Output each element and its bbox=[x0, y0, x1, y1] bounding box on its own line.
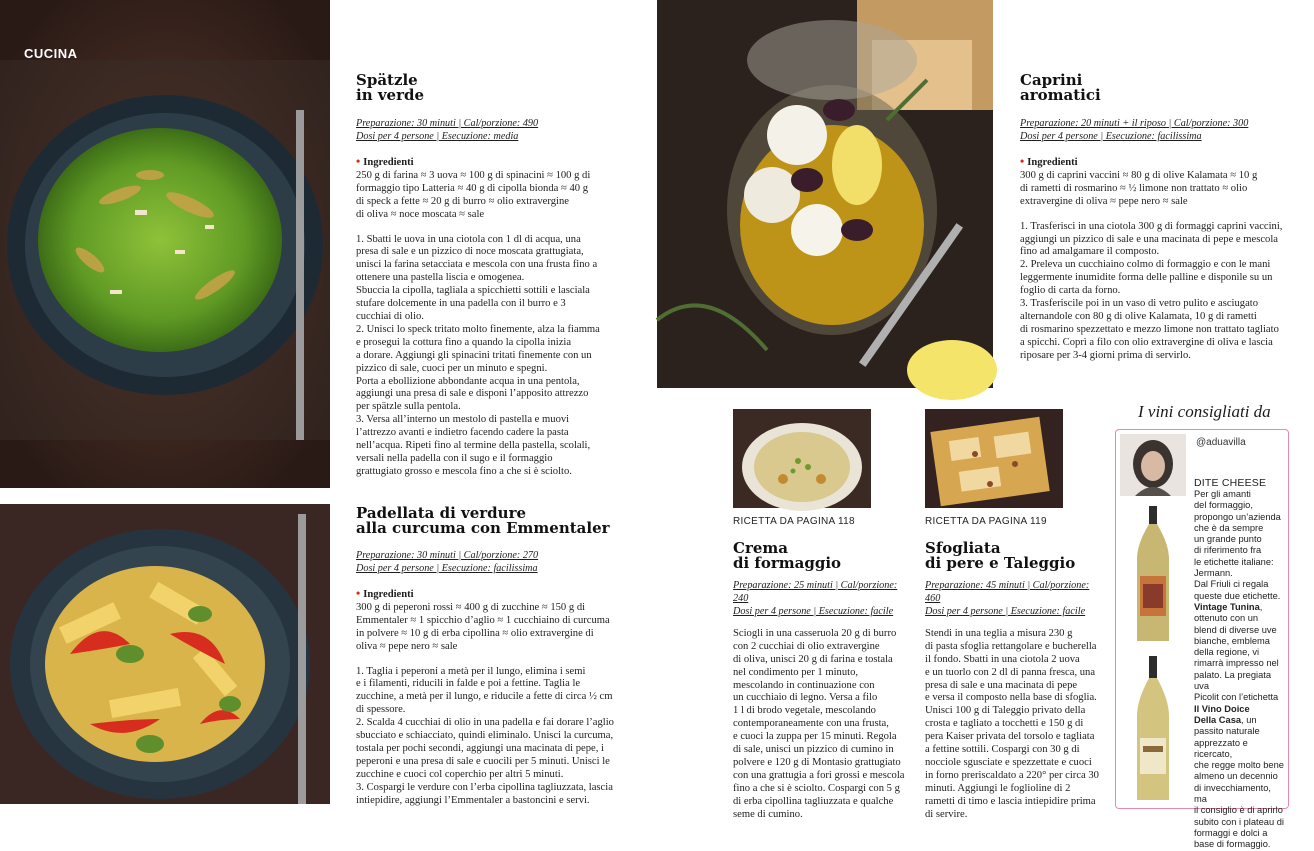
recipe-meta: Preparazione: 25 minuti | Cal/porzione: 240 bbox=[733, 579, 898, 604]
recipe-sfogliata bbox=[925, 516, 1105, 822]
recipe-steps: 1. Taglia i peperoni a metà per il lungo, elimina i semi e i filamenti, riducili in falde e poi a fettine. Taglia le zucchine, a metà per il lungo, e riducile a fette di circa ½ cm di spessore. 2. Scalda 4 cucchiai di olio in una padella e fai dorare l’aglio sbucciato e schiacciato, quindi eliminalo. Unisci la curcuma, tostala per pochi secondi, aggiungi una macinata di pepe, i peperoni e una presa di sale e cuocili per 5 minuti. Unisci le zucchine e cuoci col coperchio per altri 5 minuti. 3. Cospargi le verdure con l’erba cipollina tagliuzzata, lascia intiepidire, aggiungi l’Emmentaler a bastoncini e servi. bbox=[356, 665, 614, 806]
recipe-meta: Preparazione: 30 minuti | Cal/porzione: 270 bbox=[356, 550, 539, 561]
crema-photo bbox=[733, 409, 871, 508]
avatar bbox=[1120, 434, 1186, 496]
instagram-handle: @aduavilla bbox=[1196, 437, 1246, 448]
recipe-body: Stendi in una teglia a misura 230 g di pasta sfoglia rettangolare e bucherella il fondo. Sbatti in una ciotola 2 uova e un tuorlo con 2 dl di panna fresca, una presa di sale e una macinata di pepe e versa il composto nella base di sfoglia. Unisci 100 g di Taleggio privato della crosta e tagliato a tocchetti e 150 g di pera Kaiser privata del torsolo e tagliata a fettine sottili. Cospargi con 30 g di nocciole sgusciate e spezzettate e cuoci in forno preriscaldato a 220° per circa 30 minuti. Aggiungi le foglioline di 2 rametti di timo e lascia intiepidire prima di servire. bbox=[925, 627, 1099, 820]
ingredients-list: 250 g di farina ≈ 3 uova ≈ 100 g di spinacini ≈ 100 g di formaggio tipo Latteria ≈ 40 g di cipolla bionda ≈ 40 g di speck a fette ≈ 20 g di burro ≈ olio extravergine di oliva ≈ noce moscata ≈ sale bbox=[356, 169, 591, 220]
recipe-crema bbox=[733, 516, 913, 822]
wine-bottle-tunina bbox=[1128, 506, 1178, 644]
recipe-padellata bbox=[356, 506, 636, 808]
wine-name-dolce: Il Vino Doice bbox=[1194, 703, 1250, 714]
recipe-title: Caprini aromatici bbox=[1020, 71, 1101, 104]
ingredients-list: 300 g di peperoni rossi ≈ 400 g di zucchine ≈ 150 g di Emmentaler ≈ 1 spicchio d’aglio ≈ 1 cucchiaino di curcuma in polvere ≈ 10 g di erba cipollina ≈ olio extravergine di oliva ≈ pepe nero ≈ sale bbox=[356, 601, 610, 652]
recipe-title: Sfogliata di pere e Taleggio bbox=[925, 538, 1076, 572]
ingredients-heading: • Ingredienti bbox=[1020, 154, 1078, 168]
recipe-title: Crema di formaggio bbox=[733, 538, 842, 572]
recipe-page-ref: RICETTA DA PAGINA 118 bbox=[733, 516, 855, 527]
recipe-spatzle bbox=[356, 73, 628, 479]
recipe-title: Padellata di verdure alla curcuma con Emmentaler bbox=[356, 504, 610, 537]
recipe-meta: Preparazione: 45 minuti | Cal/porzione: 460 bbox=[925, 579, 1090, 604]
wine-description: Per gli amanti del formaggio, propongo un’azienda che è da sempre un grande punto di riferimento fra le etichette italiane: Jermann. Dal Friuli ci regala queste due etichette. Vintage Tunina, ottenuto con un blend di diverse uve bianche, emblema della regione, vi rimarrà impresso nel palato. La pregiata uva Picolit con l’etichetta Il Vino Doice Della Casa, un passito naturale apprezzato e ricercato, che regge molto bene almeno un decennio di invecchiamento, ma il consiglio è di aprirlo subito con i plateau di formaggi e dolci a base di formaggio. bbox=[1194, 489, 1284, 850]
recipe-meta: Preparazione: 30 minuti | Cal/porzione: 490 bbox=[356, 118, 539, 129]
recipe-steps: 1. Trasferisci in una ciotola 300 g di formaggi caprini vaccini, aggiungi un pizzico di sale e una macinata di pepe e mescola fino ad amalgamare il composto. 2. Preleva un cucchiaino colmo di formaggio e con le mani leggermente inumidite forma delle palline e disponile su un foglio di carta da forno. 3. Trasferiscile poi in un vaso di vetro pulito e asciugato alternandole con 80 g di olive Kalamata, 10 g di rametti di rosmarino spezzettato e mezzo limone non trattato tagliato a spicchi. Coprì a filo con olio extravergine di oliva e lascia riposare per 3-4 giorni prima di servirlo. bbox=[1020, 220, 1283, 361]
ingredients-heading: • Ingredienti bbox=[356, 154, 414, 168]
recipe-steps: 1. Sbatti le uova in una ciotola con 1 dl di acqua, una presa di sale e un pizzico di noce moscata grattugiata, unisci la farina setacciata e mescola con una frusta fino a ottenere una pastella liscia e omogenea. Sbuccia la cipolla, tagliala a spicchietti sottili e lasciala stufare dolcemente in una padella con il burro e 3 cucchiai di olio. 2. Unisci lo speck tritato molto finemente, alza la fiamma e prosegui la cottura fino a quando la cipolla inizia a dorare. Aggiungi gli spinacini tritati finemente con un pizzico di sale, cuoci per un minuto e spegni. Porta a ebollizione abbondante acqua in una pentola, aggiungi una presa di sale e disponi l’apposito attrezzo per spätzle sulla pentola. 3. Versa all’interno un mestolo di pastella e muovi l’attrezzo avanti e indietro facendo cadere la pasta nell’acqua. Ripeti fino al termine della pastella, scolali, versali nella padella con il sugo e il formaggio grattugiato grosso e mescola fino a che si è sciolto. bbox=[356, 233, 600, 477]
recipe-body: Sciogli in una casseruola 20 g di burro con 2 cucchiai di olio extravergine di oliva, unisci 20 g di farina e tostala nel condimento per 1 minuto, mescolando in continuazione con un cucchiaio di legno. Versa a filo 1 l di brodo vegetale, mescolando contemporaneamente con una frusta, e cuoci la zuppa per 15 minuti. Regola di sale, unisci un pizzico di cumino in polvere e 120 g di Montasio grattugiato con una grattugia a fori grossi e mescola fino a che si è sciolto. Cospargi con 5 g di erba cipollina tagliuzzata e qualche seme di cumino. bbox=[733, 627, 905, 820]
recipe-meta: Preparazione: 20 minuti + il riposo | Cal/porzione: 300 bbox=[1020, 118, 1249, 129]
recipe-meta: Dosi per 4 persone | Esecuzione: facilissima bbox=[1020, 131, 1202, 142]
spatzle-photo bbox=[0, 0, 330, 488]
recipe-meta: Dosi per 4 persone | Esecuzione: media bbox=[356, 131, 519, 142]
recipe-title: Spätzle in verde bbox=[356, 71, 425, 104]
recipe-meta: Dosi per 4 persone | Esecuzione: facilissima bbox=[356, 563, 538, 574]
ingredients-heading: • Ingredienti bbox=[356, 586, 414, 600]
recipe-meta: Dosi per 4 persone | Esecuzione: facile bbox=[925, 605, 1086, 617]
wine-bottle-dolce bbox=[1128, 656, 1178, 802]
wine-box-title: DITE CHEESE bbox=[1194, 477, 1267, 489]
recipe-page-ref: RICETTA DA PAGINA 119 bbox=[925, 516, 1047, 527]
recipe-meta: Dosi per 4 persone | Esecuzione: facile bbox=[733, 605, 894, 617]
padellata-photo bbox=[0, 504, 330, 804]
ingredients-list: 300 g di caprini vaccini ≈ 80 g di olive Kalamata ≈ 10 g di rametti di rosmarino ≈ ½ limone non trattato ≈ olio extravergine di oliva ≈ pepe nero ≈ sale bbox=[1020, 169, 1258, 207]
recipe-caprini bbox=[1020, 73, 1290, 363]
sfogliata-photo bbox=[925, 409, 1063, 508]
caprini-photo bbox=[657, 0, 993, 388]
wine-heading: I vini consigliati da bbox=[1138, 402, 1271, 421]
section-tag: CUCINA bbox=[24, 46, 78, 61]
wine-name-tunina: Vintage Tunina bbox=[1194, 601, 1260, 612]
